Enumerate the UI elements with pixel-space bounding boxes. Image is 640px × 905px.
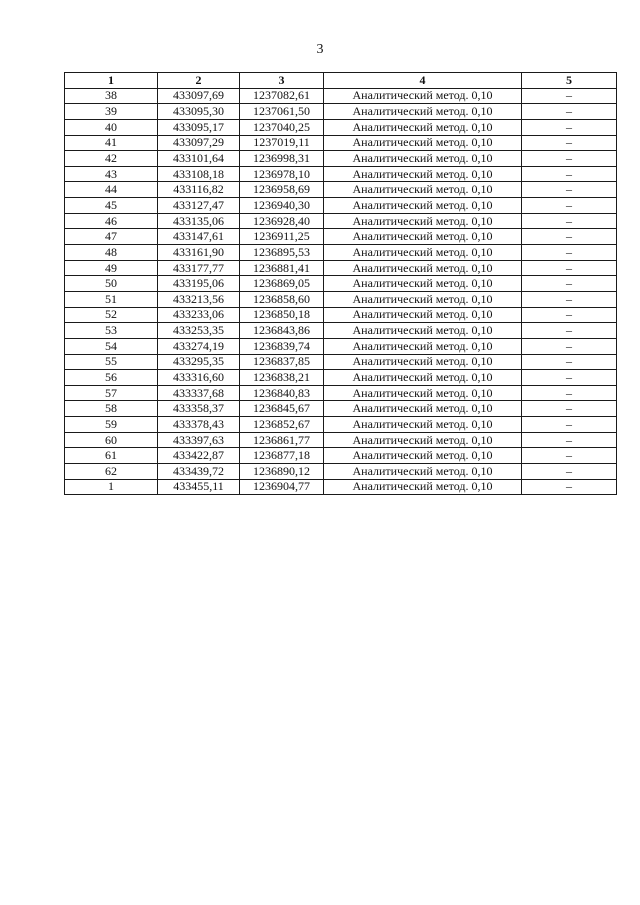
table-row xyxy=(65,432,617,448)
method-cell: Аналитический метод. 0,10 xyxy=(324,198,522,214)
method-cell: Аналитический метод. 0,10 xyxy=(324,260,522,276)
point-number-cell: 40 xyxy=(65,119,158,135)
x-coordinate-cell: 433095,17 xyxy=(158,119,240,135)
point-number-cell: 56 xyxy=(65,370,158,386)
note-cell: – xyxy=(522,245,617,261)
y-coordinate-cell: 1237061,50 xyxy=(240,104,324,120)
x-coordinate-cell: 433439,72 xyxy=(158,464,240,480)
note-cell: – xyxy=(522,260,617,276)
point-number-cell: 55 xyxy=(65,354,158,370)
note-cell: – xyxy=(522,370,617,386)
table-body xyxy=(65,88,617,495)
point-number-cell: 51 xyxy=(65,291,158,307)
x-coordinate-cell: 433108,18 xyxy=(158,166,240,182)
method-cell: Аналитический метод. 0,10 xyxy=(324,464,522,480)
x-coordinate-cell: 433097,69 xyxy=(158,88,240,104)
note-cell: – xyxy=(522,385,617,401)
method-cell: Аналитический метод. 0,10 xyxy=(324,245,522,261)
note-cell: – xyxy=(522,151,617,167)
x-coordinate-cell: 433213,56 xyxy=(158,291,240,307)
table-row xyxy=(65,260,617,276)
point-number-cell: 46 xyxy=(65,213,158,229)
x-coordinate-cell: 433127,47 xyxy=(158,198,240,214)
point-number-cell: 62 xyxy=(65,464,158,480)
y-coordinate-cell: 1236890,12 xyxy=(240,464,324,480)
y-coordinate-cell: 1236840,83 xyxy=(240,385,324,401)
note-cell: – xyxy=(522,104,617,120)
y-coordinate-cell: 1236958,69 xyxy=(240,182,324,198)
note-cell: – xyxy=(522,307,617,323)
point-number-cell: 45 xyxy=(65,198,158,214)
x-coordinate-cell: 433097,29 xyxy=(158,135,240,151)
method-cell: Аналитический метод. 0,10 xyxy=(324,229,522,245)
table-row xyxy=(65,198,617,214)
y-coordinate-cell: 1236837,85 xyxy=(240,354,324,370)
method-cell: Аналитический метод. 0,10 xyxy=(324,88,522,104)
y-coordinate-cell: 1236940,30 xyxy=(240,198,324,214)
note-cell: – xyxy=(522,88,617,104)
column-header-3: 3 xyxy=(240,73,324,89)
table-row xyxy=(65,464,617,480)
table-row xyxy=(65,354,617,370)
note-cell: – xyxy=(522,276,617,292)
y-coordinate-cell: 1236904,77 xyxy=(240,479,324,495)
table-row xyxy=(65,245,617,261)
method-cell: Аналитический метод. 0,10 xyxy=(324,119,522,135)
point-number-cell: 60 xyxy=(65,432,158,448)
y-coordinate-cell: 1237082,61 xyxy=(240,88,324,104)
method-cell: Аналитический метод. 0,10 xyxy=(324,276,522,292)
x-coordinate-cell: 433177,77 xyxy=(158,260,240,276)
x-coordinate-cell: 433253,35 xyxy=(158,323,240,339)
table-row xyxy=(65,119,617,135)
point-number-cell: 43 xyxy=(65,166,158,182)
method-cell: Аналитический метод. 0,10 xyxy=(324,338,522,354)
x-coordinate-cell: 433195,06 xyxy=(158,276,240,292)
point-number-cell: 44 xyxy=(65,182,158,198)
table-row xyxy=(65,401,617,417)
note-cell: – xyxy=(522,213,617,229)
table-row xyxy=(65,385,617,401)
y-coordinate-cell: 1236869,05 xyxy=(240,276,324,292)
method-cell: Аналитический метод. 0,10 xyxy=(324,104,522,120)
x-coordinate-cell: 433378,43 xyxy=(158,417,240,433)
y-coordinate-cell: 1236861,77 xyxy=(240,432,324,448)
note-cell: – xyxy=(522,229,617,245)
method-cell: Аналитический метод. 0,10 xyxy=(324,135,522,151)
y-coordinate-cell: 1236978,10 xyxy=(240,166,324,182)
note-cell: – xyxy=(522,417,617,433)
method-cell: Аналитический метод. 0,10 xyxy=(324,354,522,370)
note-cell: – xyxy=(522,464,617,480)
table-row xyxy=(65,229,617,245)
y-coordinate-cell: 1236845,67 xyxy=(240,401,324,417)
x-coordinate-cell: 433358,37 xyxy=(158,401,240,417)
note-cell: – xyxy=(522,432,617,448)
y-coordinate-cell: 1236843,86 xyxy=(240,323,324,339)
x-coordinate-cell: 433455,11 xyxy=(158,479,240,495)
y-coordinate-cell: 1236895,53 xyxy=(240,245,324,261)
x-coordinate-cell: 433233,06 xyxy=(158,307,240,323)
coordinates-table xyxy=(64,72,617,495)
method-cell: Аналитический метод. 0,10 xyxy=(324,166,522,182)
point-number-cell: 61 xyxy=(65,448,158,464)
method-cell: Аналитический метод. 0,10 xyxy=(324,385,522,401)
table-row xyxy=(65,323,617,339)
note-cell: – xyxy=(522,182,617,198)
table-row xyxy=(65,307,617,323)
point-number-cell: 49 xyxy=(65,260,158,276)
note-cell: – xyxy=(522,323,617,339)
y-coordinate-cell: 1236850,18 xyxy=(240,307,324,323)
point-number-cell: 54 xyxy=(65,338,158,354)
y-coordinate-cell: 1236852,67 xyxy=(240,417,324,433)
y-coordinate-cell: 1236911,25 xyxy=(240,229,324,245)
table-header-row xyxy=(65,73,617,89)
method-cell: Аналитический метод. 0,10 xyxy=(324,448,522,464)
method-cell: Аналитический метод. 0,10 xyxy=(324,432,522,448)
x-coordinate-cell: 433316,60 xyxy=(158,370,240,386)
table-row xyxy=(65,166,617,182)
method-cell: Аналитический метод. 0,10 xyxy=(324,182,522,198)
method-cell: Аналитический метод. 0,10 xyxy=(324,401,522,417)
x-coordinate-cell: 433147,61 xyxy=(158,229,240,245)
note-cell: – xyxy=(522,291,617,307)
y-coordinate-cell: 1236881,41 xyxy=(240,260,324,276)
note-cell: – xyxy=(522,119,617,135)
method-cell: Аналитический метод. 0,10 xyxy=(324,323,522,339)
table-row xyxy=(65,213,617,229)
page-number: 3 xyxy=(316,42,324,57)
method-cell: Аналитический метод. 0,10 xyxy=(324,213,522,229)
note-cell: – xyxy=(522,448,617,464)
table-row xyxy=(65,88,617,104)
y-coordinate-cell: 1237040,25 xyxy=(240,119,324,135)
method-cell: Аналитический метод. 0,10 xyxy=(324,370,522,386)
point-number-cell: 1 xyxy=(65,479,158,495)
y-coordinate-cell: 1236928,40 xyxy=(240,213,324,229)
column-header-1: 1 xyxy=(65,73,158,89)
point-number-cell: 41 xyxy=(65,135,158,151)
point-number-cell: 42 xyxy=(65,151,158,167)
column-header-4: 4 xyxy=(324,73,522,89)
point-number-cell: 59 xyxy=(65,417,158,433)
table-row xyxy=(65,151,617,167)
table-row xyxy=(65,276,617,292)
x-coordinate-cell: 433135,06 xyxy=(158,213,240,229)
y-coordinate-cell: 1236877,18 xyxy=(240,448,324,464)
point-number-cell: 57 xyxy=(65,385,158,401)
column-header-2: 2 xyxy=(158,73,240,89)
point-number-cell: 39 xyxy=(65,104,158,120)
method-cell: Аналитический метод. 0,10 xyxy=(324,151,522,167)
note-cell: – xyxy=(522,338,617,354)
table-row xyxy=(65,104,617,120)
point-number-cell: 47 xyxy=(65,229,158,245)
x-coordinate-cell: 433101,64 xyxy=(158,151,240,167)
y-coordinate-cell: 1236838,21 xyxy=(240,370,324,386)
method-cell: Аналитический метод. 0,10 xyxy=(324,291,522,307)
table-row xyxy=(65,370,617,386)
x-coordinate-cell: 433295,35 xyxy=(158,354,240,370)
x-coordinate-cell: 433337,68 xyxy=(158,385,240,401)
y-coordinate-cell: 1236839,74 xyxy=(240,338,324,354)
x-coordinate-cell: 433397,63 xyxy=(158,432,240,448)
x-coordinate-cell: 433422,87 xyxy=(158,448,240,464)
x-coordinate-cell: 433274,19 xyxy=(158,338,240,354)
column-header-5: 5 xyxy=(522,73,617,89)
table-row xyxy=(65,291,617,307)
method-cell: Аналитический метод. 0,10 xyxy=(324,479,522,495)
method-cell: Аналитический метод. 0,10 xyxy=(324,307,522,323)
x-coordinate-cell: 433116,82 xyxy=(158,182,240,198)
y-coordinate-cell: 1237019,11 xyxy=(240,135,324,151)
point-number-cell: 48 xyxy=(65,245,158,261)
point-number-cell: 58 xyxy=(65,401,158,417)
point-number-cell: 38 xyxy=(65,88,158,104)
table-row xyxy=(65,417,617,433)
y-coordinate-cell: 1236998,31 xyxy=(240,151,324,167)
note-cell: – xyxy=(522,354,617,370)
point-number-cell: 52 xyxy=(65,307,158,323)
note-cell: – xyxy=(522,135,617,151)
method-cell: Аналитический метод. 0,10 xyxy=(324,417,522,433)
x-coordinate-cell: 433095,30 xyxy=(158,104,240,120)
point-number-cell: 50 xyxy=(65,276,158,292)
note-cell: – xyxy=(522,479,617,495)
note-cell: – xyxy=(522,401,617,417)
table-row xyxy=(65,479,617,495)
point-number-cell: 53 xyxy=(65,323,158,339)
note-cell: – xyxy=(522,198,617,214)
table-row xyxy=(65,448,617,464)
y-coordinate-cell: 1236858,60 xyxy=(240,291,324,307)
table-row xyxy=(65,135,617,151)
note-cell: – xyxy=(522,166,617,182)
table-row xyxy=(65,182,617,198)
x-coordinate-cell: 433161,90 xyxy=(158,245,240,261)
table-row xyxy=(65,338,617,354)
